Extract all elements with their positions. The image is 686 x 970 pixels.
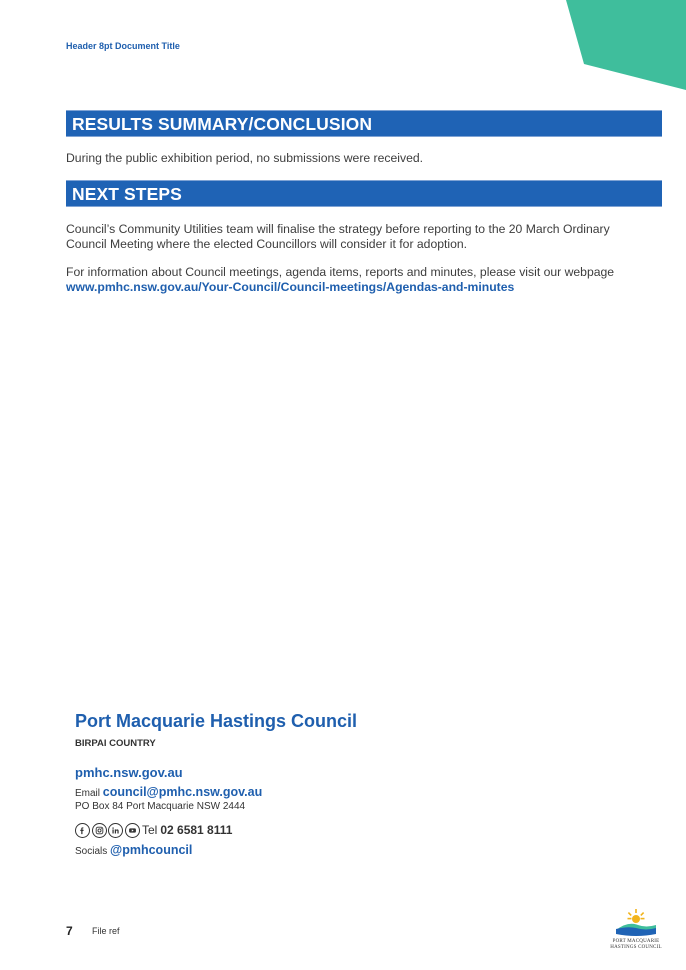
sun-hills-logo-icon — [606, 908, 666, 938]
meetings-info-paragraph — [66, 265, 626, 295]
email-row — [75, 785, 262, 799]
header-accent-shape — [566, 0, 686, 90]
section-heading-next-steps — [66, 180, 662, 207]
tel-label: Tel — [142, 823, 158, 837]
tel-number[interactable]: 02 6581 8111 — [160, 823, 233, 837]
youtube-icon[interactable] — [125, 823, 140, 838]
page-number: 7 — [66, 924, 73, 938]
facebook-icon[interactable] — [75, 823, 90, 838]
socials-label: Socials — [75, 846, 108, 857]
section-heading-text: RESULTS SUMMARY/CONCLUSION — [72, 114, 373, 134]
next-steps-paragraph: Council’s Community Utilities team will finalise the strategy before reporting to the 20 March Ordinary Council Meeting where the elected Councillors will consider it for adoption. — [66, 222, 610, 251]
socials-row — [75, 843, 192, 857]
linkedin-icon[interactable] — [108, 823, 123, 838]
logo-text-line2: HASTINGS COUNCIL — [610, 945, 662, 950]
logo-text-line1: PORT MACQUARIE — [612, 939, 660, 944]
council-name: Port Macquarie Hastings Council — [75, 711, 358, 731]
file-reference: File ref — [92, 926, 120, 936]
section-heading-text: NEXT STEPS — [72, 184, 182, 204]
agendas-minutes-link[interactable]: www.pmhc.nsw.gov.au/Your-Council/Council-meetings/Agendas-and-minutes — [66, 280, 515, 294]
socials-handle-link[interactable]: @pmhcouncil — [110, 843, 193, 857]
website-link[interactable]: pmhc.nsw.gov.au — [75, 765, 183, 780]
email-label: Email — [75, 788, 101, 799]
results-paragraph: During the public exhibition period, no submissions were received. — [66, 151, 424, 165]
meetings-info-text: For information about Council meetings, agenda items, reports and minutes, please visit our webpage — [66, 265, 615, 279]
instagram-icon[interactable] — [92, 823, 107, 838]
country-label: BIRPAI COUNTRY — [75, 738, 156, 749]
council-logo — [606, 908, 666, 956]
email-link[interactable]: council@pmhc.nsw.gov.au — [102, 785, 263, 799]
document-title: Header 8pt Document Title — [66, 41, 180, 51]
section-heading-results — [66, 110, 662, 137]
social-tel-row — [75, 822, 232, 838]
postal-address: PO Box 84 Port Macquarie NSW 2444 — [75, 801, 246, 812]
